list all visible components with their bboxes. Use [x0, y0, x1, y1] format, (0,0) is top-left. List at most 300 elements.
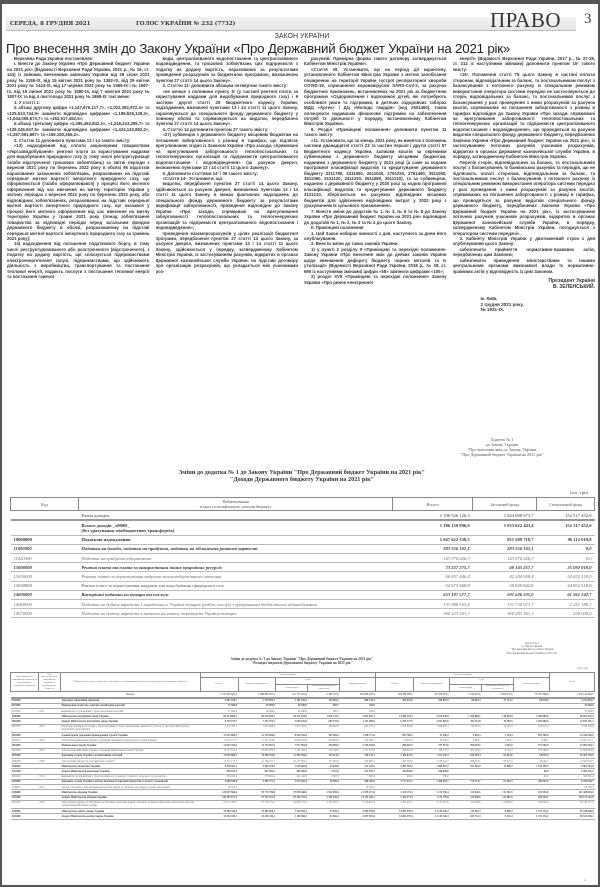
- article-paragraph: II. Прикінцеві положення: [311, 225, 364, 231]
- row-gf-salary: 87 059 648,2: [276, 790, 308, 795]
- row-name: Міністерство внутрішніх справ України: [60, 714, 200, 719]
- row-sf-current: 787 874,6: [414, 743, 450, 748]
- row-special-fund: 25 092 018,0: [537, 563, 595, 572]
- annex3-title: [152, 657, 452, 666]
- row-gf-utilities: 31 865,4: [308, 814, 340, 819]
- row-sf-total: 891 788,1: [376, 733, 414, 738]
- row-code: [11, 520, 79, 535]
- row-sf-current: 1 469 992,7: [414, 779, 450, 784]
- row-program-code: 2100000: [11, 790, 39, 795]
- row-general-fund: 591 636 335,0: [473, 590, 537, 599]
- row-special-fund: 0,0: [537, 544, 595, 553]
- row-name: Забезпечення діяльності Збройних Сил України, підготовка кадрів у військах, розвиток військових навчальних закладів, забезпечення військової служби: [60, 800, 200, 808]
- row-gf-utilities: 367 484,3: [308, 733, 340, 738]
- row-gf-total: 28 766,3: [200, 785, 238, 790]
- row-code: 14060000: [11, 600, 79, 609]
- row-grand-total: 120 147 442,8: [549, 795, 594, 800]
- row-sf-salary: 314 038,6: [450, 795, 482, 800]
- row-gf-development: 721 322,6: [340, 764, 376, 769]
- row-sf-development: 197 566,0: [514, 748, 550, 753]
- row-sf-development: 1 722 333,2: [514, 809, 550, 814]
- row-gf-utilities: 2 782 939,4: [308, 795, 340, 800]
- row-sf-salary: 490 018,6: [450, 743, 482, 748]
- row-grand-total: 11 861 877,1: [549, 738, 594, 743]
- row-gf-total: 583 401,4: [200, 774, 238, 779]
- row-grand-total: 7 748 318,6: [549, 724, 594, 732]
- row-sf-total: 1 363 571,3: [376, 795, 414, 800]
- row-sf-development: 309 697,6: [514, 779, 550, 784]
- col-header-sf-salary: оплата праці: [450, 684, 482, 692]
- row-name: Забезпечення діяльності сил цивільного захисту: [60, 759, 200, 764]
- row-general-fund: 283 556 102,1: [473, 544, 537, 553]
- row-sf-total: 20 097,6: [376, 738, 414, 743]
- row-sf-current: 1 351 478,4: [414, 753, 450, 758]
- row-total: 54 673 360,8: [393, 581, 473, 590]
- article-paragraph: енергії» (Відомості Верховної Ради України, 2017 р., № 27-28, ст. 312 із наступними змінами) доповнити пунктом 15¹ такого змісту:: [452, 56, 595, 72]
- row-gf-utilities: 157 902,0: [308, 759, 340, 764]
- row-sf-total: 2 983 369,4: [376, 764, 414, 769]
- row-gf-development: 4 994 055,1: [340, 714, 376, 719]
- row-gf-development: 592 068,1: [340, 738, 376, 743]
- row-sf-salary: 314 028,6: [450, 790, 482, 795]
- expenditure-table-row: [11, 724, 595, 732]
- row-gf-current: 576 801,4: [238, 774, 276, 779]
- row-special-fund: 230 000,0: [537, 609, 595, 618]
- row-sf-total: 598 681,3: [376, 743, 414, 748]
- row-total: 1 186 139 896,0: [393, 520, 473, 535]
- row-sf-development: 151 565,8: [514, 743, 550, 748]
- row-gf-current: 87 114 770,1: [238, 800, 276, 808]
- page-number: 3: [584, 11, 592, 27]
- row-name: Рентна плата за користування надрами для видобування природного газу: [78, 581, 392, 590]
- revenue-table-row: [11, 544, 595, 553]
- row-sf-current: 1 133 776,6: [414, 795, 450, 800]
- row-name: Державна служба України з питань безпечності харчових продуктів та захисту споживачів: [60, 779, 200, 784]
- row-name: Реалізація державної політики у сфері внутрішніх справ, забезпечення діяльності установ та закладів Міністерства внутрішніх справ України: [60, 724, 200, 732]
- signature-block: [453, 278, 596, 290]
- row-gf-utilities: 2 702 937,2: [308, 800, 340, 808]
- col-header-name: Найменування згідно з відомчою і програмною класифікаціями видатків та кредитування державного бюджету: [60, 673, 200, 692]
- row-gf-current: 36 899,0: [238, 709, 276, 714]
- row-gf-salary: 1 189 098,3: [276, 814, 308, 819]
- annex2-note-line: Додаток № 2: [524, 642, 540, 645]
- annex3-title-line: "Розподіл видатків Державного бюджету України на 2021 рік": [251, 661, 353, 666]
- revenue-table-row: [11, 590, 595, 599]
- row-name: Забезпечення виконання завдань та функцій Національної гвардії України: [60, 748, 200, 753]
- row-grand-total: 37 068,8: [549, 703, 594, 708]
- article-paragraph: 14) надходження від погашення податкового боргу, в тому числі реструктуризованого або розстроченого (відстроченого), з податку на додану вартість, що сплачується підприємствами електроенергетичної галузі, підприємствами, що здійснюють діяльність з виробництва, транспортування та постачання теплової енергії, надають послуги з постачання теплової енергії та постачання гарячої: [7, 241, 150, 280]
- sheet-number: 1: [584, 878, 586, 882]
- row-program-code: 2200000: [11, 809, 39, 814]
- signing-place: м. Київ,: [480, 296, 498, 302]
- revenue-table-row: [11, 520, 595, 535]
- col-header-program-code: Код програмної класифікації видатків та кредитування державного бюджету: [11, 673, 39, 692]
- row-gf-current: 2 278 964,3: [238, 698, 276, 704]
- annex2-note-line: до Закону України: [521, 645, 543, 649]
- row-function-code: 0310: [38, 748, 60, 753]
- expenditure-table-row: [11, 800, 595, 808]
- row-grand-total: 14 984 364,2: [549, 743, 594, 748]
- row-gf-total: 13 215 170,7: [200, 759, 238, 764]
- row-gf-current: 14 386 534,0: [238, 753, 276, 758]
- col-header-code: Код: [11, 498, 79, 511]
- revenue-table-row: [11, 572, 595, 581]
- annex1-title-line: Зміни до додатка № 1 до Закону України "Про Державний бюджет України на 2021 рік": [179, 469, 425, 476]
- row-sf-salary: 580 144,1: [450, 759, 482, 764]
- row-special-fund: 152 517 452,6: [537, 511, 595, 521]
- row-name: Податки на доходи, податки на прибуток, податки на збільшення ринкової вартості: [78, 544, 392, 553]
- col-header-sf-current: видатки споживання: [414, 677, 450, 692]
- signing-place-block: [481, 296, 596, 313]
- row-sf-total: 1 185 505,6: [376, 759, 414, 764]
- row-general-fund: 1 044 008 673,7: [473, 511, 537, 521]
- row-name: Національна гвардія України: [60, 743, 200, 748]
- row-name: Податкові надходження: [78, 535, 392, 544]
- revenue-table-row: [11, 581, 595, 590]
- row-name: Всього доходів _x000D_ (без урахування міжбюджетних трансфертів): [78, 520, 392, 535]
- row-gf-total: 118 783 871,5: [200, 795, 238, 800]
- row-sf-salary: 392 115,8: [450, 719, 482, 724]
- row-gf-development: 21 478 071,8: [340, 790, 376, 795]
- row-sf-development: 239 863,9: [514, 800, 550, 808]
- row-gf-development: 698 766,9: [340, 779, 376, 784]
- row-gf-total: 802 813,2: [200, 769, 238, 774]
- row-sf-salary: 113 981,3: [450, 809, 482, 814]
- row-sf-development: 00,0: [514, 774, 550, 779]
- newspaper-issue: ГОЛОС УКРАЇНИ № 232 (7732): [136, 21, 236, 27]
- row-gf-total: 2 967 246,7: [200, 698, 238, 704]
- row-sf-utilities: 46 495,5: [482, 719, 514, 724]
- row-sf-total: 1 410 176,3: [376, 790, 414, 795]
- row-sf-salary: 814 595,4: [450, 753, 482, 758]
- row-gf-total: 14 092 763,6: [200, 743, 238, 748]
- row-grand-total: 1 424 142 082,2: [549, 692, 594, 698]
- row-name: Апарат Міністерства внутрішніх справ України: [60, 719, 200, 724]
- col-header-total: Всього: [393, 498, 473, 511]
- row-function-code: 0310: [38, 738, 60, 743]
- row-gf-total: 35 363 358,7: [200, 814, 238, 819]
- annex1-note-line: Додаток № 1: [490, 437, 514, 442]
- row-gf-utilities: 248 804,0: [308, 738, 340, 743]
- article-paragraph: забезпечити приведення міністерствами та іншими центральними органами виконавчої влади їх нормативно-правових актів у відповідність із цим Законом.: [452, 257, 595, 274]
- col-header-gf-of-which: з них: [276, 677, 340, 684]
- row-code: 11020000: [11, 554, 79, 563]
- row-sf-utilities: 61 062,3: [482, 779, 514, 784]
- revenue-table: [10, 497, 595, 618]
- row-sf-total: 400,0: [376, 774, 414, 779]
- col-header-name: Найменування згідно з класифікацією доходів бюджету: [78, 498, 392, 511]
- row-sf-total: 1 303 476,1: [376, 800, 414, 808]
- article-paragraph: Верховна Рада України постановляє:: [14, 56, 94, 61]
- row-sf-current: 2 042 897,6: [414, 719, 450, 724]
- article-paragraph: 3. Статтю 11¹ доповнити абзацом четвертим такого змісту:: [162, 83, 288, 89]
- row-name: Керівництво та управління у сфері запобігання корупції: [60, 709, 200, 714]
- row-function-code: 0210: [38, 800, 60, 808]
- article-paragraph: видатки, передбачені пунктом 27 статті 14 цього Закону, здійснюються за рахунок джерел, визначених пунктами 13 і 14 статті 11 цього Закону, в межах фактичних надходжень до спеціального фонду державного бюджету за результатами верифікації заборгованості, проведеної відповідно до Закону України «Про заходи, спрямовані на врегулювання заборгованості теплопостачальних та теплогенеруючих організацій та підприємств централізованого водопостачання і водовідведення»;: [155, 181, 298, 231]
- row-gf-current: 99 779 796,8: [238, 790, 276, 795]
- row-total: 653 197 577,7: [393, 590, 473, 599]
- row-name: Рентна плата за користування надрами загальнодержавного значення: [78, 572, 392, 581]
- article-body: [7, 56, 595, 428]
- row-program-code: 1200000: [11, 764, 39, 769]
- article-paragraph: I. Внести до Закону України «Про Державний бюджет України на 2021 рік» (Відомості Верховної Ради України, 2021 р., № 16, ст. 144) із змінами, внесеними законами України від 28 січня 2021 року № 1158-IX, від 15 квітня 2021 року № 1392-IX, від 29 квітня 2021 року № 1424-IX, від 17 червня 2021 року № 1559-IX і № 1567-IX, від 15 липня 2021 року № 1680-IX, від 7 жовтня 2021 року № 1807-IX та від 4 листопада 2021 року № 1868-IX такі зміни:: [7, 61, 150, 100]
- row-sf-salary: 817 410,9: [450, 764, 482, 769]
- expenditure-table: [10, 672, 595, 820]
- row-gf-total: 15 055 869,1: [200, 753, 238, 758]
- row-sf-utilities: 148 565,8: [482, 714, 514, 719]
- row-sf-total: 1 913 653,0: [376, 724, 414, 732]
- article-paragraph: проведення взаєморозрахунків у цілях реалізації бюджетної програми, передбаченої пунктом 27 статті 14 цього Закону, за рахунок джерел, визначених пунктами 13 і 14 статті 11 цього Закону, здійснюється у порядку, затвердженому Кабінетом Міністрів України, із застосуванням рахунків, відкритих в органах Державної казначейської служби України, на підставі договору про організацію розрахунків, що укладається між учасниками роз-: [155, 230, 298, 274]
- article-paragraph: «27) субвенцію з державного бюджету місцевим бюджетам на погашення заборгованості з різниці в тарифах, що підлягає врегулюванню згідно із Законом України «Про заходи, спрямовані на врегулювання заборгованості теплопостачальних та теплогенеруючих організацій та підприємств централізованого водопостачання і водовідведення» (за рахунок джерел, визначених пунктами 13 і 14 статті 11 цього Закону)».: [155, 132, 298, 171]
- row-gf-utilities: 33 829,3: [308, 809, 340, 814]
- article-column-4-text: [453, 56, 596, 274]
- row-name: Разом доходів:: [78, 511, 392, 521]
- row-sf-salary: 86 683,4: [450, 698, 482, 704]
- row-sf-salary: 6 984,7: [450, 738, 482, 743]
- row-gf-current: 3 904 470,9: [238, 764, 276, 769]
- law-label: ЗАКОН УКРАЇНИ: [274, 33, 330, 40]
- row-name: Міністерство економіки України: [60, 764, 200, 769]
- row-sf-development: 550 017,4: [514, 724, 550, 732]
- row-sf-development: 96 070,6: [514, 698, 550, 704]
- annex2-note-line: "Про внесення змін до Закону України: [510, 648, 554, 652]
- row-total: 66 857 446,4: [393, 572, 473, 581]
- signature-name: В. ЗЕЛЕНСЬКИЙ.: [552, 284, 595, 291]
- row-name: Апарат Міністерства освіти і науки України: [60, 814, 200, 819]
- row-name: Податок на додану вартість з вироблених в Україні товарів (робіт, послуг) з урахуванням бюджетного відшкодування: [78, 600, 392, 609]
- row-gf-current: 11 227 708,8: [238, 738, 276, 743]
- row-function-code: [38, 814, 60, 819]
- revenue-table-header: [11, 498, 595, 511]
- row-gf-development: 401 075,1: [340, 724, 376, 732]
- row-program-code: 1003020: [11, 748, 39, 753]
- row-gf-current: 36 899,0: [238, 703, 276, 708]
- row-gf-development: 3 087 935,6: [340, 814, 376, 819]
- row-gf-total: 37 068,8: [200, 703, 238, 708]
- row-sf-current: 300,0: [414, 774, 450, 779]
- row-gf-development: 3 090 935,6: [340, 809, 376, 814]
- row-program-code: 1001070: [11, 724, 39, 732]
- row-gf-development: 169,8: [340, 703, 376, 708]
- article-paragraph: рахунків. Примірна форма такого договору затверджується Кабінетом Міністрів України».: [304, 56, 447, 67]
- row-sf-salary: 7 610 242,6: [450, 692, 482, 698]
- row-sf-salary: 109 733,3: [450, 814, 482, 819]
- row-function-code: 0320: [38, 759, 60, 764]
- article-paragraph: 2) розділ XVII «Прикінцеві та перехідні положення» Закону України «Про ринок електричної: [304, 274, 447, 285]
- article-paragraph: забезпечити прийняття нормативно-правових актів, передбачених цим Законом;: [452, 246, 595, 258]
- row-sf-development: 00,0: [514, 769, 550, 774]
- row-program-code: 0300000: [11, 698, 39, 704]
- col-header-gf-current: видатки споживання: [238, 677, 276, 692]
- row-gf-salary: 26 948,9: [276, 709, 308, 714]
- row-gf-salary: 7 977 964,8: [276, 743, 308, 748]
- revenue-table-row: [11, 554, 595, 563]
- row-code: 13030000: [11, 572, 79, 581]
- row-sf-development: 209 594,7: [514, 795, 550, 800]
- row-sf-development: 4 393 080,5: [514, 719, 550, 724]
- row-gf-total: 8 478 773,7: [200, 719, 238, 724]
- row-sf-current: 1 068 895,1: [414, 724, 450, 732]
- row-gf-development: 708 145,1: [340, 753, 376, 758]
- row-gf-total: 7 415 583,1: [200, 724, 238, 732]
- row-general-fund: 30 020 842,8: [473, 581, 537, 590]
- row-grand-total: 1 009 151,2: [549, 769, 594, 774]
- col-header-sf-total: Всього: [376, 677, 414, 692]
- col-header-sf-of-which: з них: [450, 677, 514, 684]
- row-gf-salary: 8 956 768,4: [276, 733, 308, 738]
- row-sf-development: 233 592,8: [514, 790, 550, 795]
- row-gf-current: 1 088 868 267,1: [238, 692, 276, 698]
- row-sf-salary: 492 548,9: [450, 748, 482, 753]
- row-sf-total: 206 838,0: [376, 769, 414, 774]
- row-gf-utilities: 164 656,2: [308, 698, 340, 704]
- row-sf-utilities: 1 968 315,0: [482, 692, 514, 698]
- row-grand-total: 583 801,4: [549, 774, 594, 779]
- row-gf-current: 10 045 877,5: [238, 748, 276, 753]
- row-program-code: 2201000: [11, 814, 39, 819]
- article-column-2: [156, 56, 299, 428]
- article-paragraph: в абзаці третьому цифри «1,395,462,842,2», «1,246,243,295,7» та «129,246,647,5» замінити відповідно цифрами «1,424,142,852,2», «1,267,991,687» та «156,150,265,2».: [7, 121, 150, 138]
- row-gf-development: 21 141 489,1: [340, 795, 376, 800]
- row-sf-salary: 110 087,5: [450, 724, 482, 732]
- row-total: 1 047 622 338,5: [393, 535, 473, 544]
- article-column-3: [304, 56, 447, 428]
- row-sf-total: 1 404 875,5: [376, 753, 414, 758]
- row-sf-current: 31 396,2: [414, 733, 450, 738]
- row-gf-utilities: 2 924 059,4: [308, 790, 340, 795]
- row-gf-current: 97 742 417,8: [238, 795, 276, 800]
- row-sf-development: 59 062,7: [514, 759, 550, 764]
- row-name: Забезпечення виконання завдань та функцій Державної прикордонної служби України: [60, 738, 200, 743]
- row-special-fund: 2 251 189,7: [537, 600, 595, 609]
- row-gf-development: 1 198 771,6: [340, 733, 376, 738]
- row-gf-utilities: 40 896,2: [308, 779, 340, 784]
- article-paragraph: 6. Розділ «Прикінцеві положення» доповнити пунктом 11 такого змісту:: [304, 126, 447, 138]
- row-grand-total: 50 348 068,6: [549, 809, 594, 814]
- col-header-gf-development: видатки розвитку: [340, 677, 376, 692]
- row-gf-salary: 76 809 717,6: [276, 800, 308, 808]
- row-gf-development: 5 110 981,3: [340, 800, 376, 808]
- row-gf-salary: 5 617 970,9: [276, 724, 308, 732]
- article-paragraph: 7. Внести зміни до додатків № 1, № 3, № 6 та № 8 до Закону України «Про Державний бюджет України на 2021 рік» відповідно до додатків № 1, № 2, № 3 та № 4 до цього Закону.: [304, 208, 447, 225]
- row-gf-salary: 3 913 642,0: [276, 779, 308, 784]
- row-sf-current: 1 186 441,7: [414, 759, 450, 764]
- annex1-note: [412, 437, 592, 457]
- row-sf-current: 87 929 594,7: [414, 692, 450, 698]
- row-gf-utilities: 219 148,9: [308, 748, 340, 753]
- article-paragraph: 1. Цей Закон набирає чинності з дня, наступного за днем його опублікування.: [304, 230, 447, 241]
- row-gf-current: 11 744 857,4: [238, 743, 276, 748]
- row-gf-salary: 446 469,8: [276, 769, 308, 774]
- row-sf-current: 1 869 879,2: [414, 764, 450, 769]
- row-code: 13030800: [11, 581, 79, 590]
- row-grand-total: 121 468 043,0: [549, 790, 594, 795]
- row-program-code: 0310010: [11, 709, 39, 714]
- row-sf-total: 261 633,5: [376, 698, 414, 704]
- row-gf-total: 93 217 466,7: [200, 800, 238, 808]
- row-gf-current: 7 337 474,7: [238, 719, 276, 724]
- row-total: 283 556 102,1: [393, 544, 473, 553]
- row-sf-current: 1 176 558,4: [414, 790, 450, 795]
- row-name: Рентна плата та плата за використання інших природних ресурсів: [78, 563, 392, 572]
- row-gf-current: 32 338 336,1: [238, 814, 276, 819]
- row-gf-salary: 7 181 325,2: [276, 748, 308, 753]
- col-header-special-fund: Спеціальний фонд: [376, 673, 550, 678]
- row-name: Податок на прибуток підприємств: [78, 554, 392, 563]
- row-gf-development: 688 742,4: [340, 698, 376, 704]
- annex1-note-line: "Про внесення змін до Закону України: [467, 447, 537, 452]
- revenue-table-row: [11, 609, 595, 618]
- row-gf-current: 33 389 468,1: [238, 809, 276, 814]
- row-gf-utilities: 284 179,4: [308, 719, 340, 724]
- col-header-gf-utilities: комунальні послуги та енергоносії: [308, 684, 340, 692]
- row-special-fund: 152 517 452,6: [537, 520, 595, 535]
- article-column-1: [7, 56, 150, 428]
- col-header-special-fund: Спеціальний фонд: [537, 498, 595, 511]
- col-header-function-code: Код функціональної класифікації видатків та кредитування бюджету: [38, 673, 60, 692]
- row-name: Апарат Міністерства оборони України: [60, 795, 200, 800]
- row-general-fund: 951 509 718,7: [473, 535, 537, 544]
- row-gf-salary: 87 165 719,6: [276, 795, 308, 800]
- row-program-code: 2101000: [11, 795, 39, 800]
- row-program-code: 1001000: [11, 719, 39, 724]
- article-paragraph: 3. Кабінету Міністрів України у двотижневий строк з дня опублікування цього Закону:: [452, 235, 595, 247]
- revenue-table-row: [11, 563, 595, 572]
- row-name: Апарат Міністерства економіки України: [60, 769, 200, 774]
- row-code: 11000000: [11, 544, 79, 553]
- row-gf-utilities: 193 014,9: [308, 753, 340, 758]
- row-gf-development: 1 141 099,0: [340, 719, 376, 724]
- row-special-fund: 24 652 518,0: [537, 572, 595, 581]
- annex2-note: [472, 642, 592, 655]
- row-gf-total: 37 068,8: [200, 709, 238, 714]
- row-general-fund: 360 293 361,3: [473, 609, 537, 618]
- row-sf-utilities: 113 081,8: [482, 795, 514, 800]
- row-gf-utilities: 189 663,5: [308, 724, 340, 732]
- row-grand-total: 98 662 823,4: [549, 714, 594, 719]
- row-gf-salary: 441 442,5: [276, 774, 308, 779]
- col-header-gf-total: Всього: [200, 677, 238, 692]
- row-gf-development: 1 117 475,8: [340, 748, 376, 753]
- article-paragraph: 2. Статтю 11 доповнити пунктами 13 і 14 такого змісту:: [14, 137, 131, 143]
- row-gf-utilities: 8 400 207,0: [308, 692, 340, 698]
- row-sf-current: 13 129 346,3: [414, 814, 450, 819]
- row-general-fund: 131 734 973,7: [473, 600, 537, 609]
- row-sf-development: 1 110 290,9: [514, 764, 550, 769]
- row-sf-development: 857 385,9: [514, 733, 550, 738]
- row-sf-current: 768 772,3: [414, 748, 450, 753]
- signing-date: 2 грудня 2021 року.: [480, 301, 524, 307]
- revenue-table-row: [11, 600, 595, 609]
- annex3-units: (тис. грн): [577, 667, 588, 670]
- row-grand-total: 14 445 656,6: [549, 733, 594, 738]
- row-sf-utilities: 66 973,5: [482, 759, 514, 764]
- annex1-note-line: до Закону України: [485, 442, 519, 447]
- row-sf-current: 13 145 346,3: [414, 809, 450, 814]
- row-general-fund: 143 976 026,3: [473, 554, 537, 563]
- row-sf-salary: 776 114,1: [450, 779, 482, 784]
- row-grand-total: 50 163 838,2: [549, 814, 594, 819]
- row-sf-utilities: 12 405,3: [482, 724, 514, 732]
- row-gf-salary: 11 582 768,6: [276, 753, 308, 758]
- row-sf-salary: 9 045,5: [450, 733, 482, 738]
- row-sf-utilities: 9 096,4: [482, 809, 514, 814]
- row-general-fund: 48 145 257,7: [473, 563, 537, 572]
- row-gf-current: 697 834,2: [238, 769, 276, 774]
- article-paragraph: «11. Установити, що за кінець 2021 року, як виняток з положень частини дванадцятої статті 23 та частин першої і другої статті 57 Бюджетного кодексу України, залишки коштів за окремими субвенціями з державного бюджету місцевим бюджетам, наданими з державного бюджету у 2021 році (а саме за кодами програмної класифікації видатків та кредитування державного бюджету 2211790, 2411050, 2611040, 2761220, 2761490, 3511050, 3511060, 3121120, 3411220, 3511080, 3611210), та за субвенцією, наданою з державного бюджету у 2020 році за кодом програмної класифікації видатків та кредитування державного бюджету 3131210, зберігаються на рахунках відповідних місцевих бюджетів для здійснення відповідних витрат у 2022 році з урахуванням їх цільового призначення».: [304, 137, 447, 209]
- row-gf-utilities: 1 656 170,2: [308, 714, 340, 719]
- row-name: Всього: [60, 692, 200, 698]
